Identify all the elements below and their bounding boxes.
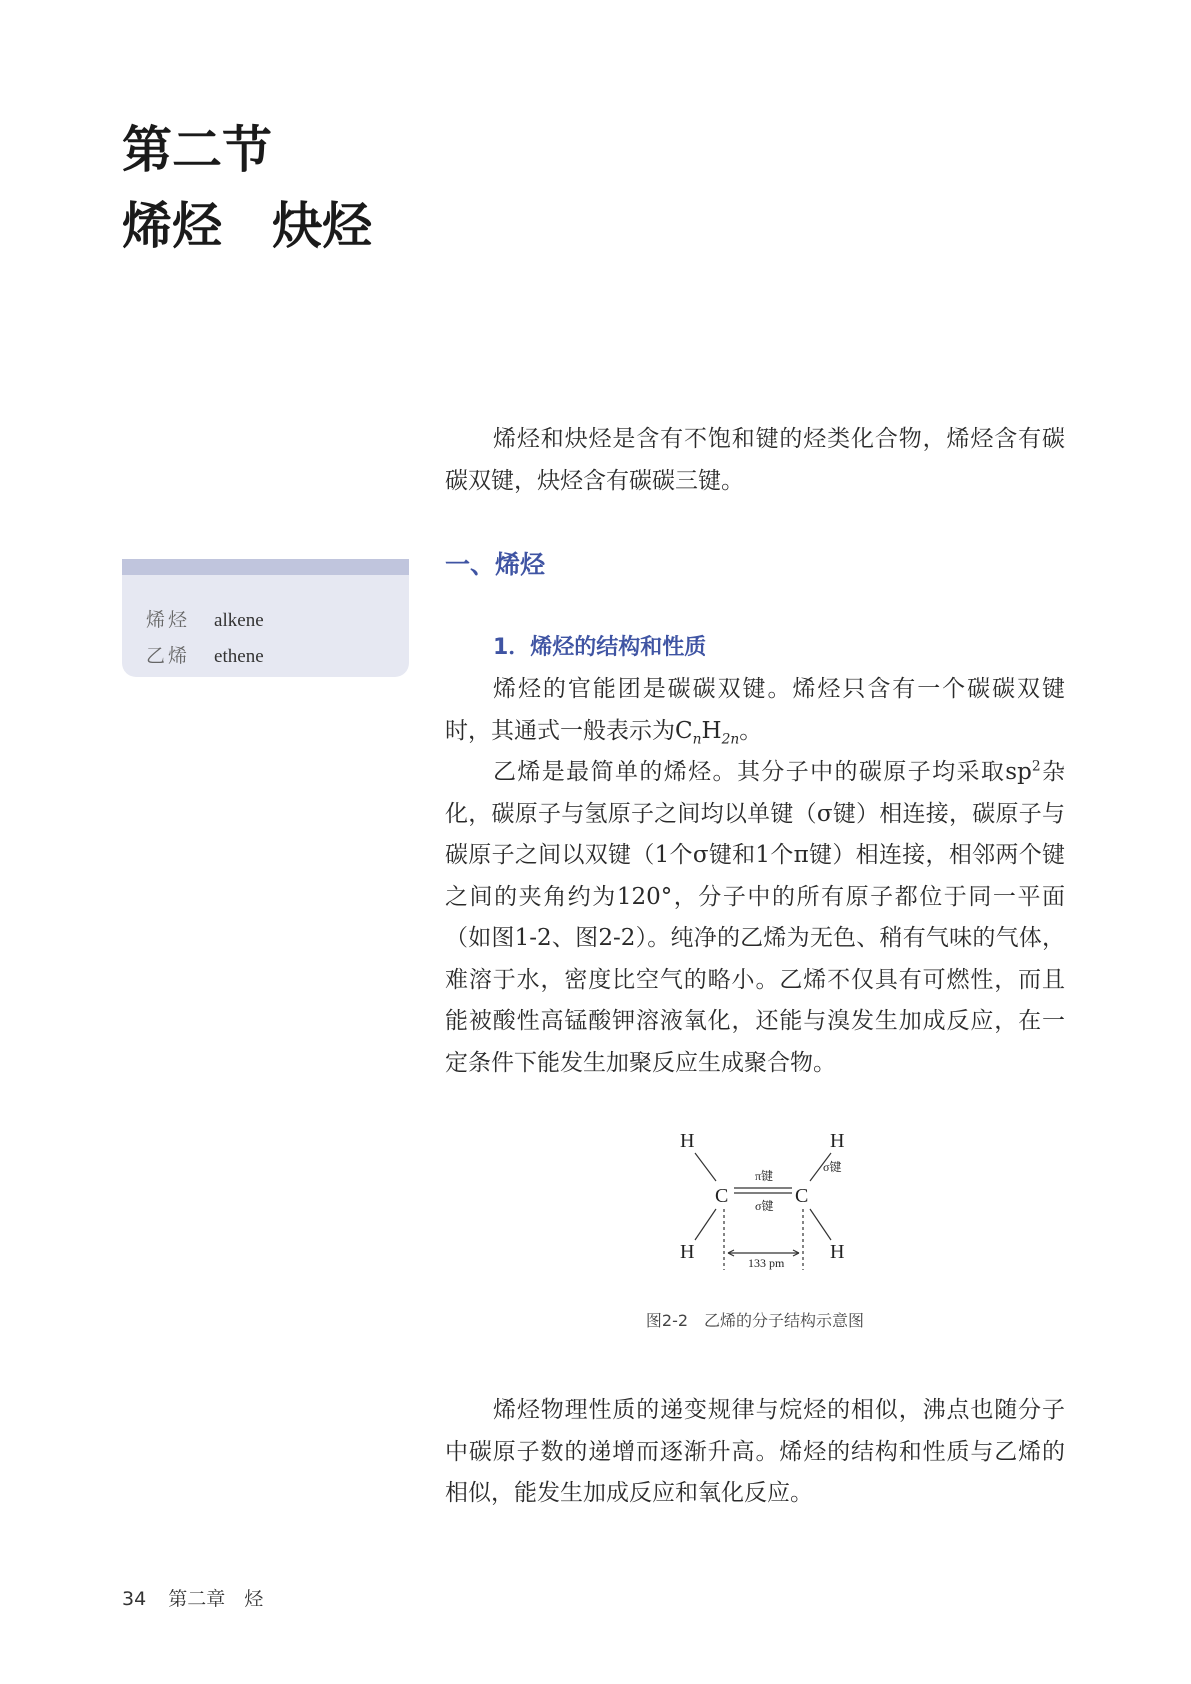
page-footer — [122, 1584, 263, 1611]
glossary-cn: 烯烃 — [146, 609, 191, 631]
sigma-ch-bond-label: σ键 — [823, 1160, 842, 1174]
text: 杂化，碳原子与氢原子之间均以单键（σ键）相连接，碳原子与碳原子之间以双键（1个σ键和1个π键）相连接，相邻两个键之间的夹角约为120°，分子中的所有原子都位于同一平面（如图1-2、图2-2）。纯净的乙烯为无色、稍有气味的气体，难溶于水，密度比空气的略小。乙烯不仅具有可燃性，而且能被酸性高锰酸钾溶液氧化，还能与溴发生加成反应，在一定条件下能发生加聚反应生成聚合物。 — [445, 759, 1066, 1076]
intro-paragraph: 烯烃和炔烃是含有不饱和键的烃类化合物，烯烃含有碳碳双键，炔烃含有碳碳三键。 — [445, 426, 1065, 494]
section-number: 第二节 — [122, 121, 272, 179]
glossary-box — [122, 559, 409, 677]
body-section-1 — [445, 669, 1065, 1084]
heading-structure-properties: 1．烯烃的结构和性质 — [493, 635, 707, 660]
atom-h-top-left: H — [680, 1130, 695, 1152]
pi-bond-label: π键 — [755, 1169, 774, 1183]
section-title — [122, 112, 372, 264]
ethene-structure-diagram — [660, 1125, 900, 1280]
bond-length-label: 133 pm — [748, 1256, 785, 1270]
paragraph-physical-properties: 烯烃物理性质的递变规律与烷烃的相似，沸点也随分子中碳原子数的递增而逐渐升高。烯烃的结构和性质与乙烯的相似，能发生加成反应和氧化反应。 — [445, 1397, 1065, 1506]
text: 。 — [739, 717, 763, 744]
glossary-row — [146, 641, 409, 677]
text: 乙烯是最简单的烯烃。其分子中的碳原子均采取sp — [493, 759, 1032, 785]
atom-h-top-right: H — [830, 1130, 845, 1152]
text: 烯烃的官能团是碳碳双键。烯烃只含有一个碳碳双键时，其通式一般表示为C — [445, 676, 1065, 744]
page-number: 34 — [122, 1588, 147, 1610]
glossary-row — [146, 605, 409, 641]
sigma-bond-label: σ键 — [755, 1199, 774, 1213]
text: H — [701, 717, 722, 744]
glossary-cn: 乙烯 — [146, 645, 191, 667]
superscript: 2 — [1031, 758, 1041, 775]
heading-alkene: 一、烯烃 — [445, 550, 546, 579]
glossary-en: alkene — [214, 610, 264, 631]
atom-h-bottom-left: H — [680, 1241, 695, 1263]
glossary-en: ethene — [214, 646, 264, 667]
section-name: 烯烃 炔烃 — [122, 197, 372, 255]
subscript: n — [692, 731, 702, 748]
atom-h-bottom-right: H — [830, 1241, 845, 1263]
paragraph-ethene — [445, 752, 1065, 1084]
bond-ch — [810, 1209, 831, 1240]
atom-c-right: C — [795, 1185, 809, 1207]
bond-ch — [695, 1209, 716, 1240]
paragraph-functional-group — [445, 669, 1065, 752]
subscript: 2n — [721, 731, 740, 748]
atom-c-left: C — [715, 1185, 729, 1207]
figure-caption: 图2-2 乙烯的分子结构示意图 — [645, 1311, 865, 1330]
bond-ch — [695, 1153, 716, 1181]
chapter-label: 第二章 烃 — [168, 1588, 264, 1610]
